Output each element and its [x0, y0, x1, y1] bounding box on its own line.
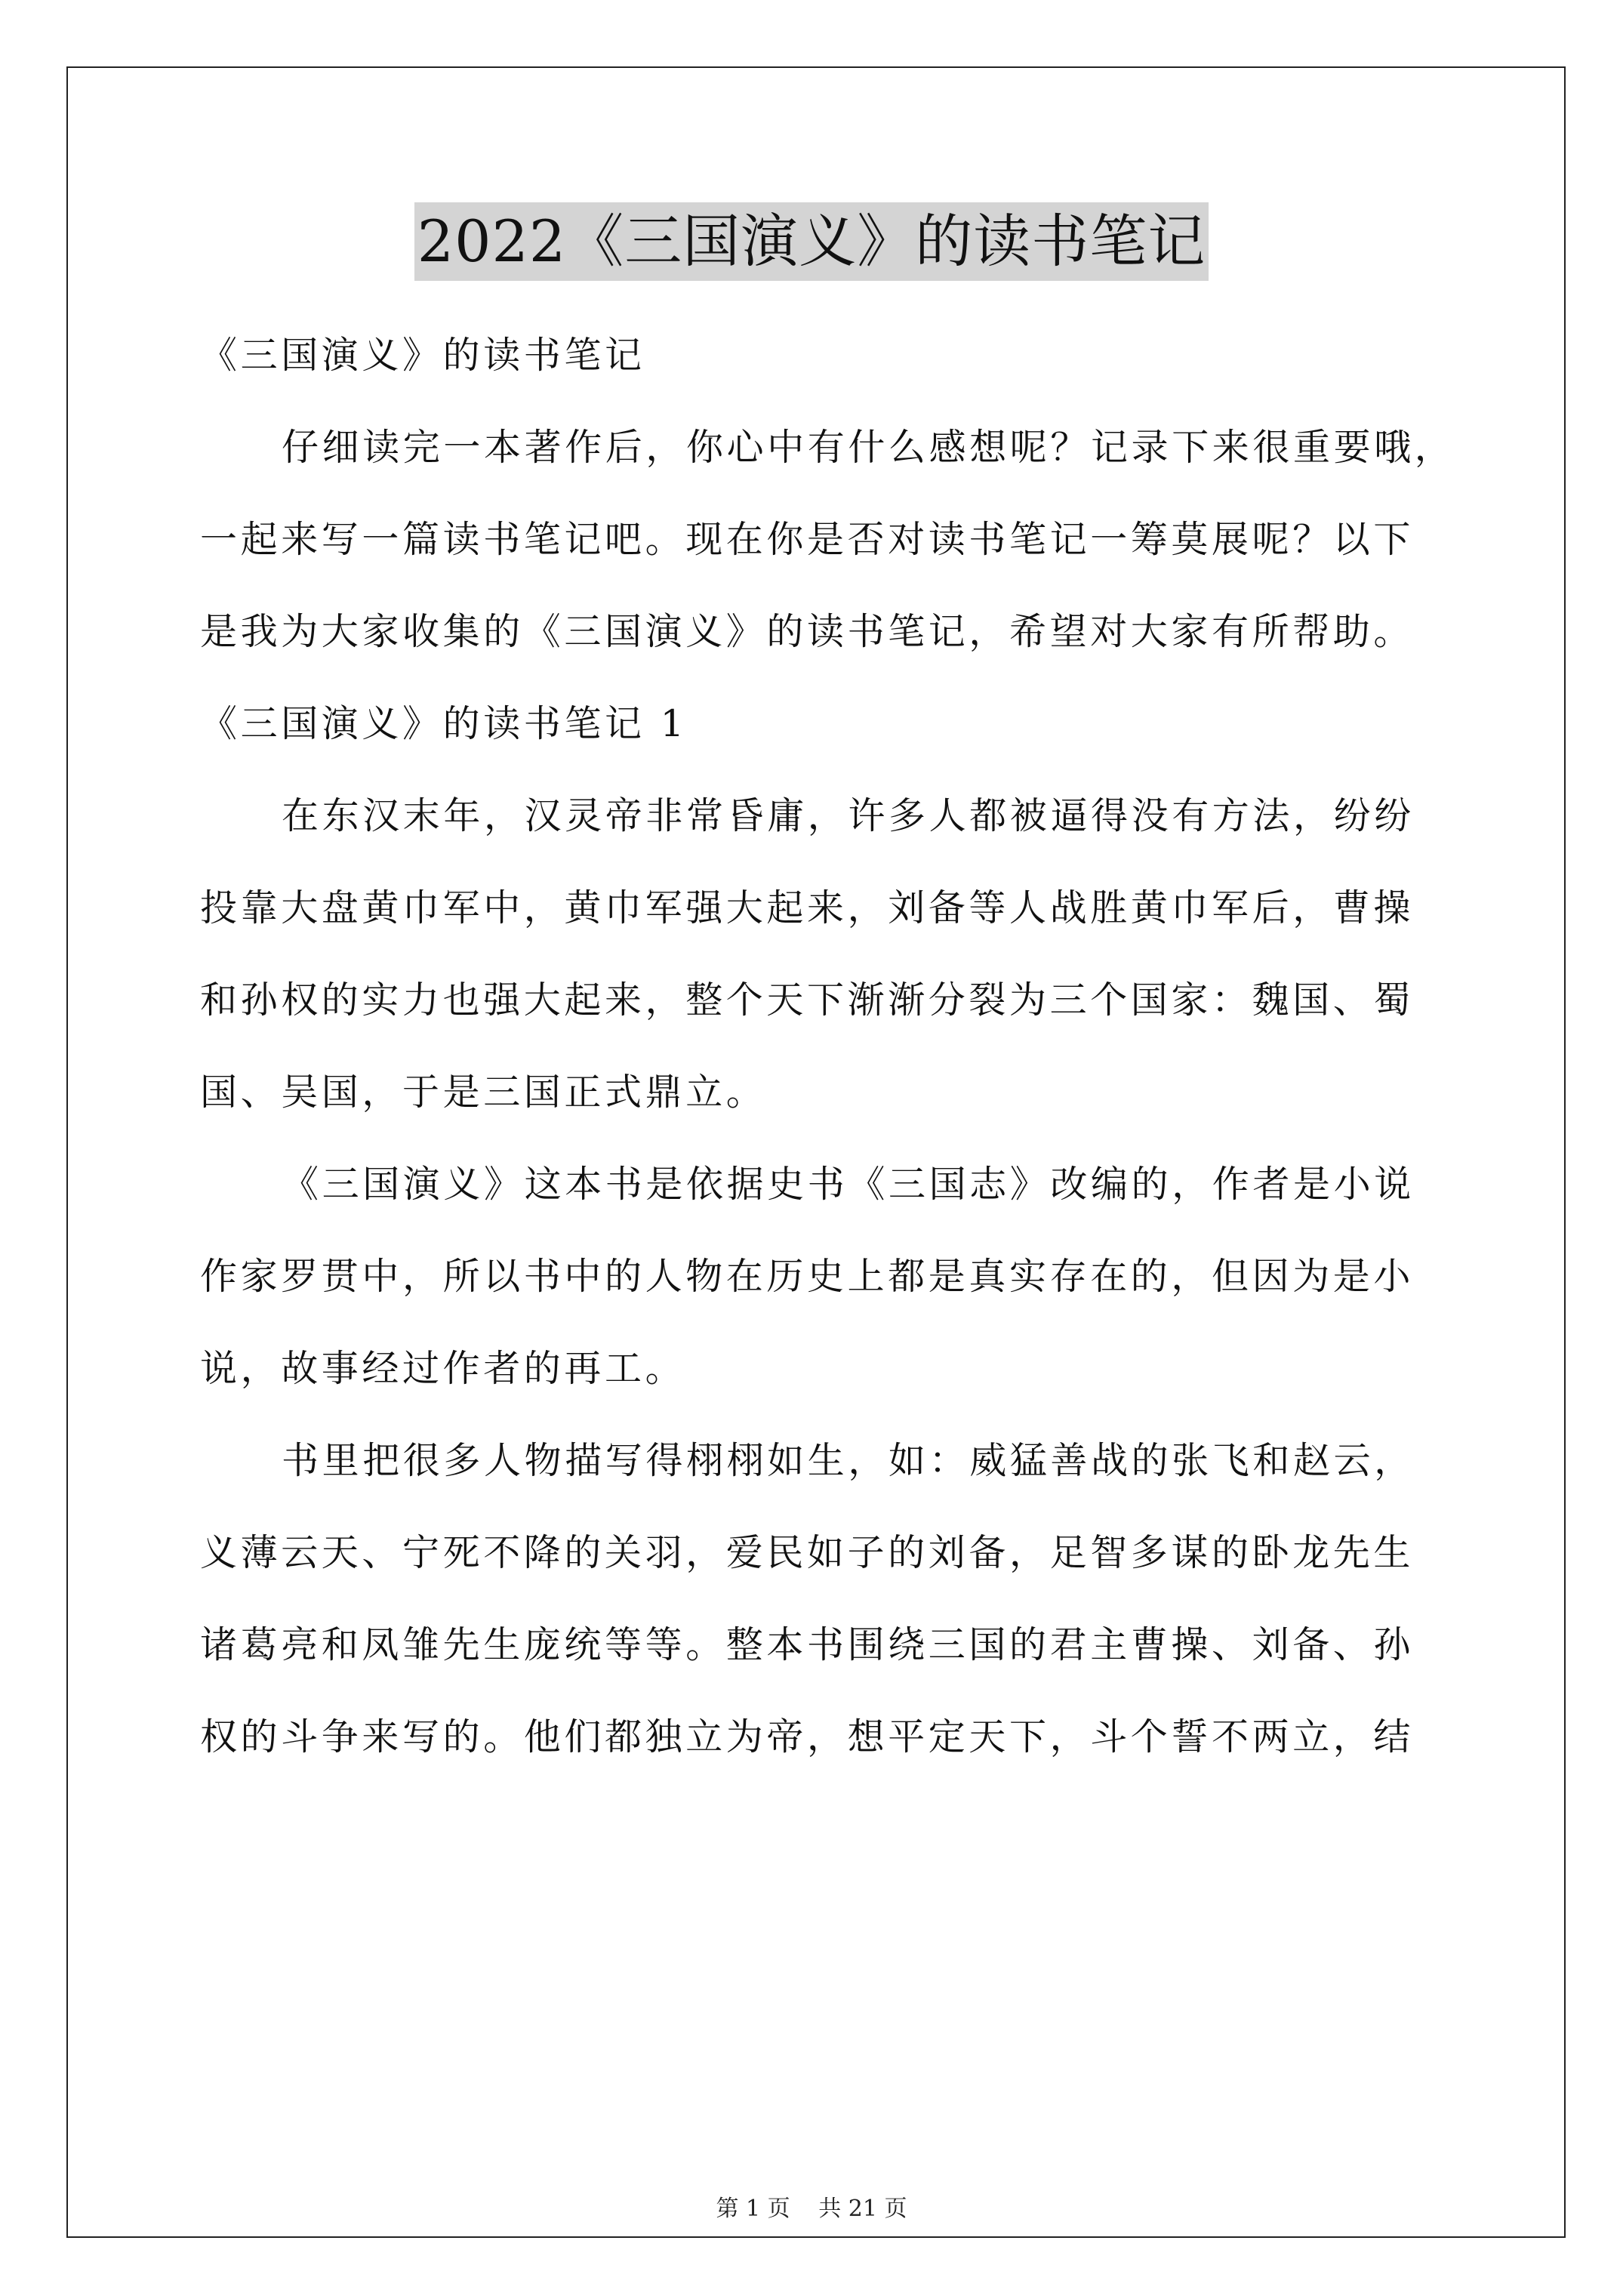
- body-line: 《三国演义》这本书是依据史书《三国志》改编的，作者是小说: [282, 1163, 1415, 1206]
- document-body: [200, 310, 1455, 1783]
- body-line: 《三国演义》的读书笔记: [200, 334, 645, 377]
- body-line: 仔细读完一本著作后，你心中有什么感想呢？记录下来很重要哦，: [282, 426, 1455, 469]
- body-line: 作家罗贯中，所以书中的人物在历史上都是真实存在的，但因为是小: [200, 1255, 1415, 1298]
- body-line: 一起来写一篇读书笔记吧。现在你是否对读书笔记一筹莫展呢？以下: [200, 518, 1415, 561]
- page-number: 第 1 页: [716, 2196, 790, 2222]
- body-line: 和孙权的实力也强大起来，整个天下渐渐分裂为三个国家：魏国、蜀: [200, 978, 1415, 1022]
- body-line: 说，故事经过作者的再工。: [200, 1347, 686, 1390]
- body-line: 投靠大盘黄巾军中，黄巾军强大起来，刘备等人战胜黄巾军后，曹操: [200, 886, 1415, 929]
- body-line: 权的斗争来写的。他们都独立为帝，想平定天下，斗个誓不两立，结: [200, 1715, 1415, 1758]
- body-line: 国、吴国，于是三国正式鼎立。: [200, 1071, 767, 1114]
- page-footer: [0, 2190, 1623, 2223]
- body-line: 义薄云天、宁死不降的关羽，爱民如子的刘备，足智多谋的卧龙先生: [200, 1531, 1415, 1574]
- body-line: 《三国演义》的读书笔记 1: [200, 702, 688, 745]
- document-title: 2022《三国演义》的读书笔记: [414, 202, 1209, 281]
- title-container: [0, 202, 1623, 281]
- body-line: 在东汉末年，汉灵帝非常昏庸，许多人都被逼得没有方法，纷纷: [282, 794, 1415, 837]
- body-line: 诸葛亮和凤雏先生庞统等等。整本书围绕三国的君主曹操、刘备、孙: [200, 1623, 1415, 1666]
- page-total: 共 21 页: [818, 2196, 907, 2222]
- body-line: 是我为大家收集的《三国演义》的读书笔记，希望对大家有所帮助。: [200, 610, 1415, 653]
- body-line: 书里把很多人物描写得栩栩如生，如：威猛善战的张飞和赵云，: [282, 1439, 1415, 1482]
